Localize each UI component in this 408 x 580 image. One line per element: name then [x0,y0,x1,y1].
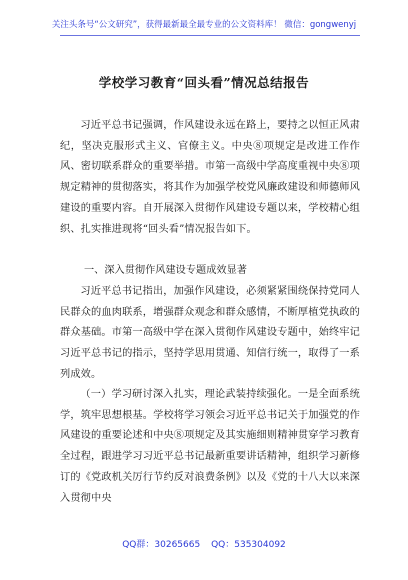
header-banner: 关注头条号“公文研究”，获得最新最全最专业的公文资料库！ 微信：gongwenyj [51,20,357,30]
footer-qq-group: QQ群：30265665 [122,540,201,550]
section-heading-1: 一、深入贯彻作风建设专题成效显著 [84,265,247,276]
footer-contacts [0,537,408,550]
header-divider [60,35,360,36]
subsection-1-paragraph: （一）学习研讨深入扎实，理论武装持续强化。一是全面系统学，筑牢思想根基。学校将学习领会习近平总书记关于加强党的作风建设的重要论述和中央⑧项规定及其实施细则精神贯穿学习教育全过程，跟进学习习近平总书记最新重要讲话精神，组织学习新修订的《党政机关厉行节约反对浪费条例》以及《党的十八大以来深入贯彻中央 [60,389,360,504]
intro-paragraph: 习近平总书记强调，作风建设永远在路上，要持之以恒正风肃纪，坚决克服形式主义、官僚主义。中央⑧项规定是改进工作作风、密切联系群众的重要举措。市第一高级中学高度重视中央⑧项规定精神的贯彻落实，将其作为加强学校党风廉政建设和师德师风建设的重要内容。自开展深入贯彻作风建设专题以来，学校精心组织、扎实推进现将“回头看”情况报告如下。 [60,120,360,235]
document-title: 学校学习教育“回头看”情况总结报告 [98,75,310,90]
footer-qq: QQ：535304092 [211,540,286,550]
section-1-paragraph: 习近平总书记指出，加强作风建设，必须紧紧围绕保持党同人民群众的血肉联系，增强群众观念和群众感情，不断厚植党执政的群众基础。市第一高级中学在深入贯彻作风建设专题中，始终牢记习近平总书记的指示，坚持学思用贯通、知信行统一，取得了一系列成效。 [60,286,360,380]
